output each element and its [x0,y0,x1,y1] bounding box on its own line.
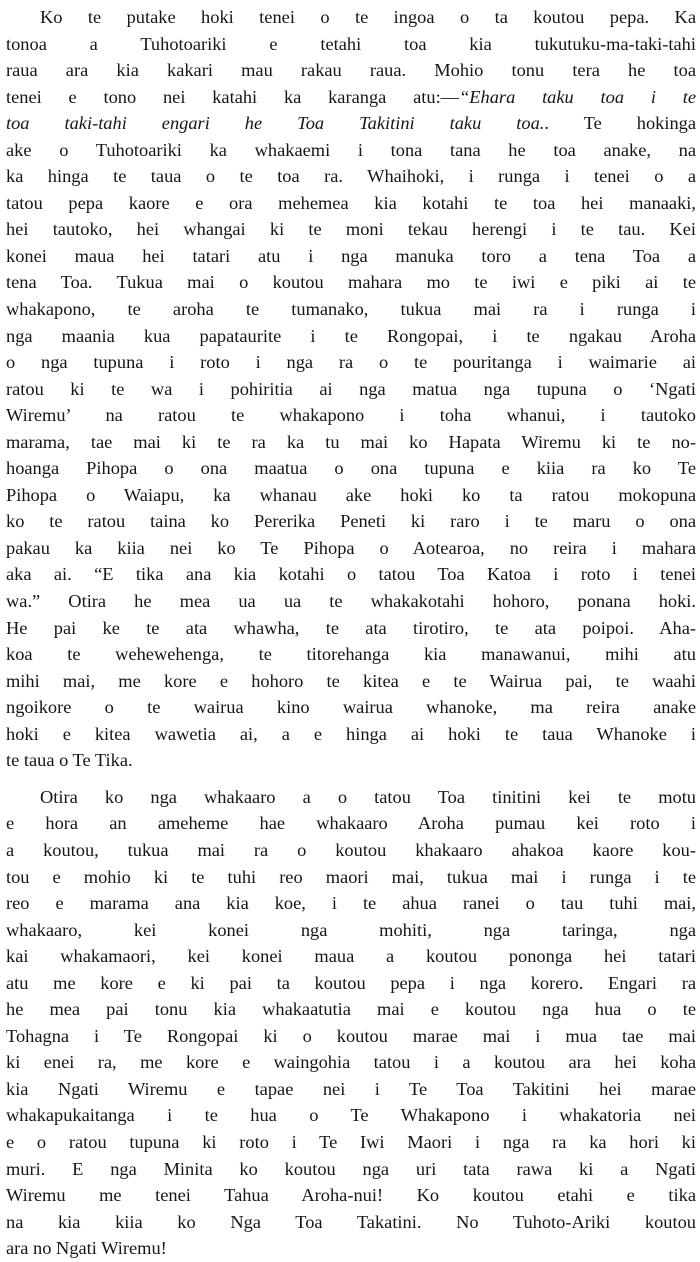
text-line: koa te wehewehenga, te titorehanga kia manawanui, mihi atu [6,644,696,665]
text-line: Tohagna i Te Rongopai ki o koutou marae mai i mua tae mai [6,1025,696,1046]
text-line: Ko te putake hoki tenei o te ingoa o ta koutou pepa. Ka [40,7,696,27]
text-line: mihi mai, me kore e hohoro te kitea e te Wairua pai, te waahi [6,670,696,691]
quoted-text: toa taki-tahi engari he Toa Takitini taku toa. [6,113,545,134]
text-line: e o ratou tupuna ki roto i Te Iwi Maori i nga ra ka hori ki [6,1131,696,1152]
text-line: konei maua hei tatari atu i nga manuka toro a tena Toa a [6,245,696,266]
text-line: nga maania kua papataurite i te Rongopai, i te ngakau Aroha [6,325,696,346]
text-line: he mea pai tonu kia whakaatutia mai e koutou nga hua o te [6,999,696,1020]
text-line: atu me kore e ki pai ta koutou pepa i nga korero. Engari ra [6,972,696,993]
text-line: whakapono, te aroha te tumanako, tukua mai ra i runga i [6,299,696,320]
text-line: tou e mohio ki te tuhi reo maori mai, tukua mai i runga i te [6,866,696,887]
text-line: e hora an ameheme hae whakaaro Aroha pumau kei roto i [6,813,696,834]
text-line: whakapukaitanga i te hua o Te Whakapono i whakatoria nei [6,1105,696,1126]
text-line: tonoa a Tuhotoariki e tetahi toa kia tukutuku-ma-taki-tahi [6,33,696,54]
text-line: Wiremu’ na ratou te whakapono i toha whanui, i tautoko [6,405,696,426]
text-line: aka ai. “E tika ana kia kotahi o tatou Toa Katoa i roto i tenei [6,564,696,585]
text-line: hoki e kitea wawetia ai, a e hinga ai hoki te taua Whanoke i [6,723,696,744]
text-line: tena Toa. Tukua mai o koutou mahara mo te iwi e piki ai te [6,272,696,293]
text-line: hei tautoko, hei whangai ki te moni tekau herengi i te tau. Kei [6,219,696,240]
text-line [6,84,696,111]
text-line [6,110,696,137]
paragraph-2 [6,784,696,1262]
text-line: reo e marama ana kia koe, i te ahua ranei o tau tuhi mai, [6,893,696,914]
text-fragment: tenei e tono nei katahi ka karanga atu:— [6,86,460,107]
text-line: a koutou, tukua mai ra o koutou khakaaro ahakoa kaore kou- [6,839,696,860]
text-line: ki enei ra, me kore e waingohia tatou i a koutou ara hei koha [6,1052,696,1073]
text-line: He pai ke te ata whawha, te ata tirotiro, te ata poipoi. Aha- [6,617,696,638]
text-line: whakaaro, kei konei nga mohiti, nga taringa, nga [6,919,696,940]
text-line: ara no Ngati Wiremu! [6,1238,167,1259]
text-line: kia Ngati Wiremu e tapae nei i Te Toa Takitini hei marae [6,1078,696,1099]
text-fragment: . Te hokinga [544,113,696,134]
text-line: raua ara kia kakari mau rakau raua. Mohio tonu tera he toa [6,60,696,81]
text-line: marama, tae mai ki te ra ka tu mai ko Hapata Wiremu ki te no- [6,431,696,452]
paragraph-spacer [6,774,696,784]
text-line: ake o Tuhotoariki ka whakaemi i tona tana he toa anake, na [6,139,696,160]
quoted-text: “Ehara taku toa i te [459,86,696,107]
text-line: te taua o Te Tika. [6,750,133,771]
text-line: pakau ka kiia nei ko Te Pihopa o Aotearoa, no reira i mahara [6,537,696,558]
text-line: ratou ki te wa i pohiritia ai nga matua nga tupuna o ‘Ngati [6,378,696,399]
text-line: ngoikore o te wairua kino wairua whanoke, ma reira anake [6,697,696,718]
text-line: o nga tupuna i roto i nga ra o te pouritanga i waimarie ai [6,352,696,373]
text-line: Wiremu me tenei Tahua Aroha-nui! Ko koutou etahi e tika [6,1185,696,1206]
document-page [6,4,696,1262]
text-line: Otira ko nga whakaaro a o tatou Toa tinitini kei te motu [40,786,696,807]
text-line: hoanga Pihopa o ona maatua o ona tupuna e kiia ra ko Te [6,458,696,479]
paragraph-1 [6,4,696,774]
text-line: na kia kiia ko Nga Toa Takatini. No Tuhoto-Ariki koutou [6,1211,696,1232]
text-line: kai whakamaori, kei konei maua a koutou pononga hei tatari [6,946,696,967]
text-line: tatou pepa kaore e ora mehemea kia kotahi te toa hei manaaki, [6,192,696,213]
text-line: muri. E nga Minita ko koutou nga uri tata rawa ki a Ngati [6,1158,696,1179]
text-line: Pihopa o Waiapu, ka whanau ake hoki ko ta ratou mokopuna [6,484,696,505]
text-line: ko te ratou taina ko Pererika Peneti ki raro i te maru o ona [6,511,696,532]
text-line: ka hinga te taua o te toa ra. Whaihoki, i runga i tenei o a [6,166,696,187]
text-line: wa.” Otira he mea ua ua te whakakotahi hohoro, ponana hoki. [6,591,696,612]
